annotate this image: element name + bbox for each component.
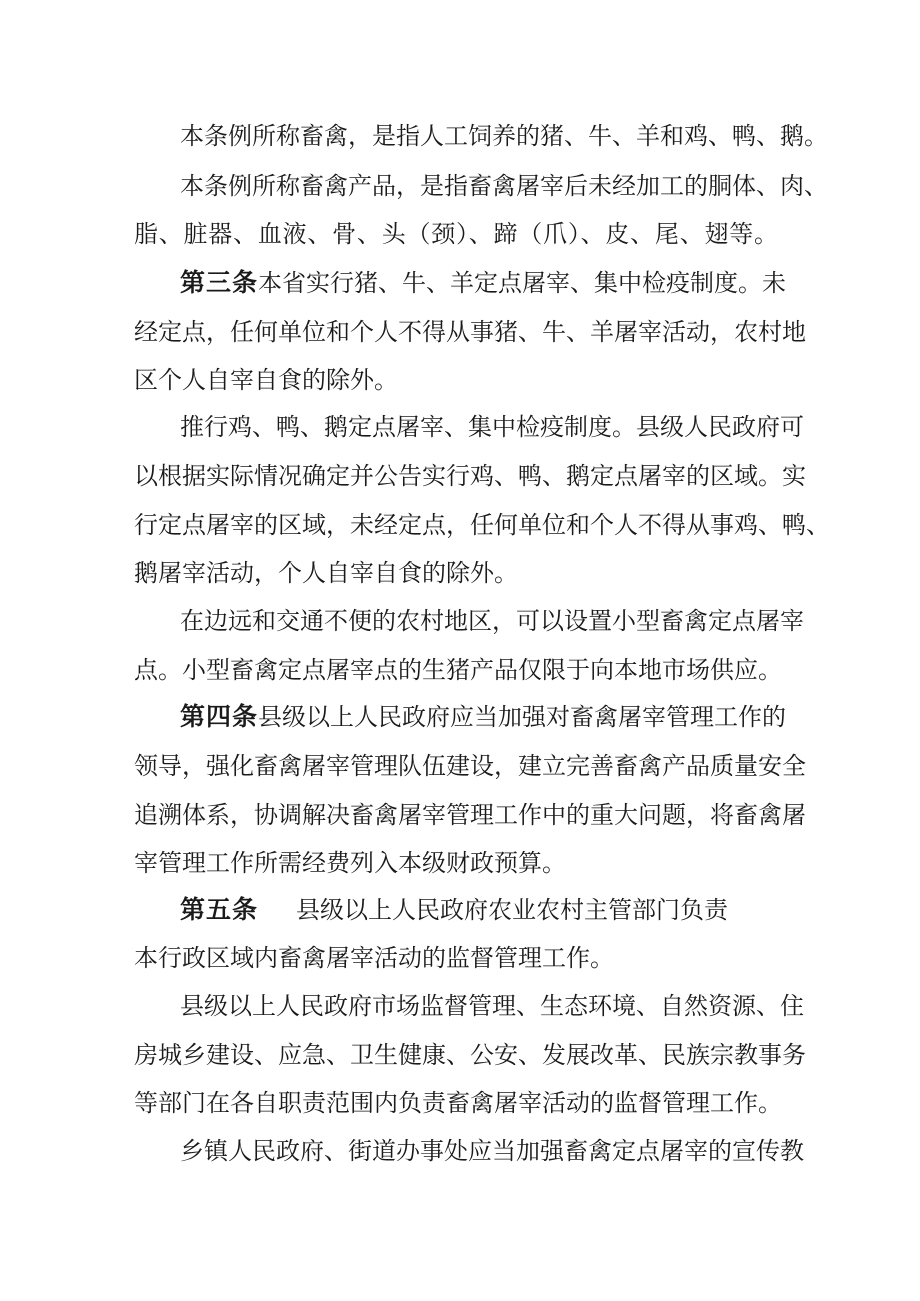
- paragraph-line: [134, 505, 830, 545]
- paragraph-line: [134, 456, 806, 496]
- line-text: 等部门在各自职责范围内负责畜禽屠宰活动的监督管理工作。: [134, 1089, 782, 1117]
- paragraph-line: [134, 650, 782, 690]
- paragraph-line: [134, 1083, 782, 1123]
- paragraph-line: [134, 795, 806, 835]
- line-text: 宰管理工作所需经费列入本级财政预算。: [134, 849, 566, 877]
- line-text: 点。小型畜禽定点屠宰点的生猪产品仅限于向本地市场供应。: [134, 656, 782, 684]
- line-text: 本条例所称畜禽，是指人工饲养的猪、牛、羊和鸡、鸭、鹅。: [180, 122, 828, 150]
- line-text: 在边远和交通不便的农村地区，可以设置小型畜禽定点屠宰: [180, 607, 804, 635]
- paragraph-line: [180, 407, 804, 447]
- paragraph-line: [134, 1035, 806, 1075]
- paragraph-line: [134, 553, 778, 593]
- line-text: 领导，强化畜禽屠宰管理队伍建设，建立完善畜禽产品质量安全: [134, 752, 806, 780]
- paragraph-line: [134, 746, 806, 786]
- line-text: 脂、脏器、血液、骨、头（颈）、蹄（爪）、皮、尾、翅等。: [134, 220, 778, 248]
- article-heading-line: [180, 263, 787, 303]
- paragraph-line: [180, 1131, 804, 1171]
- line-text: 鹅屠宰活动，个人自宰自食的除外。: [134, 559, 518, 587]
- article-heading-line: [180, 890, 778, 930]
- line-text: 推行鸡、鸭、鹅定点屠宰、集中检疫制度。县级人民政府可: [180, 413, 804, 441]
- paragraph-line: [134, 938, 778, 978]
- article-label: 第三条: [180, 268, 259, 297]
- line-text: 县级以上人民政府市场监督管理、生态环境、自然资源、住: [180, 992, 804, 1020]
- paragraph-line: [134, 312, 806, 352]
- paragraph-line: [134, 360, 778, 400]
- line-text: 追溯体系，协调解决畜禽屠宰管理工作中的重大问题，将畜禽屠: [134, 801, 806, 829]
- line-text: 本省实行猪、牛、羊定点屠宰、集中检疫制度。未: [258, 269, 787, 297]
- line-text: 县级以上人民政府应当加强对畜禽屠宰管理工作的: [258, 703, 787, 731]
- line-text: 经定点，任何单位和个人不得从事猪、牛、羊屠宰活动，农村地: [134, 318, 806, 346]
- article-label: 第五条: [180, 895, 259, 924]
- paragraph-line: [180, 986, 804, 1026]
- line-text: 区个人自宰自食的除外。: [134, 366, 398, 394]
- line-text: 本条例所称畜禽产品，是指畜禽屠宰后未经加工的胴体、肉、: [180, 172, 828, 200]
- paragraph-line: [180, 116, 828, 156]
- paragraph-line: [180, 601, 804, 641]
- line-text: 行定点屠宰的区域，未经定点，任何单位和个人不得从事鸡、鸭、: [134, 511, 830, 539]
- line-text: 县级以上人民政府农业农村主管部门负责: [296, 896, 729, 924]
- article-heading-line: [180, 697, 787, 737]
- line-text: 本行政区域内畜禽屠宰活动的监督管理工作。: [134, 944, 614, 972]
- line-text: 以根据实际情况确定并公告实行鸡、鸭、鹅定点屠宰的区域。实: [134, 462, 806, 490]
- line-text: 房城乡建设、应急、卫生健康、公安、发展改革、民族宗教事务: [134, 1041, 806, 1069]
- article-label: 第四条: [180, 702, 259, 731]
- paragraph-line: [180, 166, 828, 206]
- paragraph-line: [134, 214, 778, 254]
- paragraph-line: [134, 843, 778, 883]
- line-text: 乡镇人民政府、街道办事处应当加强畜禽定点屠宰的宣传教: [180, 1137, 804, 1165]
